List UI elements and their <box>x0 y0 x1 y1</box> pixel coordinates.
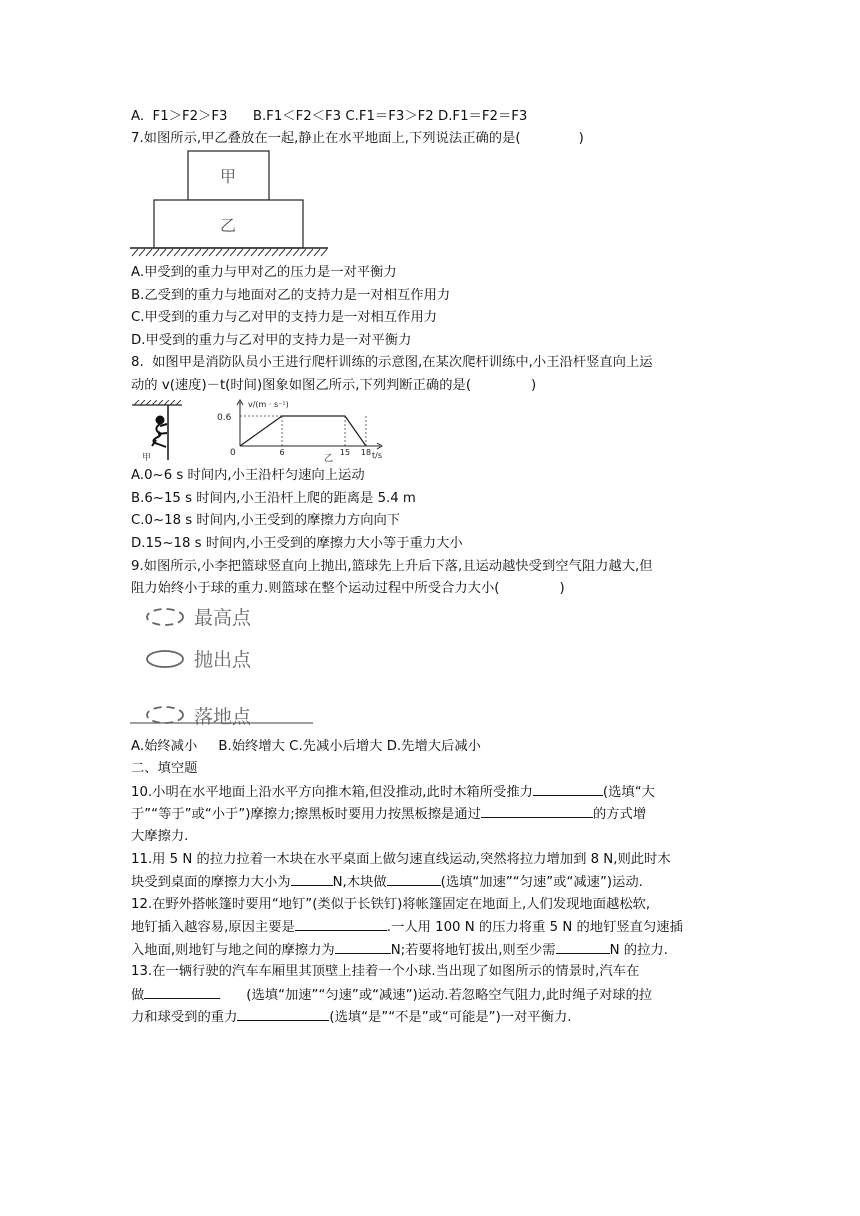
vt-xtick-label: 18 <box>360 448 372 457</box>
q7-stem-text: 7.如图所示,甲乙叠放在一起,静止在水平地面上,下列说法正确的是( <box>131 131 521 146</box>
q12-line2-text: 地钉插入越容易,原因主要是 <box>131 920 295 935</box>
q8-figure-right-caption: 乙 <box>324 454 334 462</box>
block-yi-label: 乙 <box>219 216 237 235</box>
q10-line1-text: 10.小明在水平地面上沿水平方向推木箱,但没推动,此时木箱所受推力 <box>131 785 533 800</box>
launch-point-ball <box>147 651 183 667</box>
q10-line1-tail: (选填“大 <box>602 785 655 800</box>
q10-line3: 大摩擦力. <box>131 829 189 844</box>
landing-point-ball <box>147 707 183 723</box>
q9-stem-line2 <box>131 578 565 600</box>
q13-blank-2[interactable] <box>237 1006 329 1021</box>
vt-xlabel: t/s <box>372 451 382 460</box>
q8-stem-line2-text: 动的 v(速度)－t(时间)图象如图乙所示,下列判断正确的是( <box>131 378 472 393</box>
highest-point-ball <box>147 609 183 625</box>
q11-blank-1[interactable] <box>291 871 333 886</box>
q11-line2 <box>131 871 643 894</box>
q7-stem <box>131 128 584 150</box>
q11-blank-2[interactable] <box>387 871 441 886</box>
q12-line2-tail: .一人用 100 N 的压力将重 5 N 的地钉竖直匀速插 <box>386 920 683 935</box>
q9-basketball-figure <box>128 602 328 732</box>
q8-figure-left-caption: 甲 <box>142 453 152 462</box>
q12-line3-mid: N;若要将地钉拔出,则至少需 <box>390 943 556 958</box>
q11-line2-text: 块受到桌面的摩擦力大小为 <box>131 875 291 890</box>
q13-line3-tail: (选填“是”“不是”或“可能是”)一对平衡力. <box>329 1010 572 1025</box>
q13-line2-tail: (选填“加速”“匀速”或“减速”)运动.若忽略空气阻力,此时绳子对球的拉 <box>246 988 653 1003</box>
q10-line2 <box>131 803 646 826</box>
climber-icon <box>152 417 167 448</box>
q12-line3-text: 入地面,则地钉与地之间的摩擦力为 <box>131 943 335 958</box>
q8-paren-close: ) <box>531 378 537 393</box>
q7-option-d: D.甲受到的重力与乙对甲的支持力是一对平衡力 <box>131 333 412 348</box>
q8-option-b: B.6~15 s 时间内,小王沿杆上爬的距离是 5.4 m <box>131 491 416 506</box>
q12-line3 <box>131 939 668 962</box>
q12-line3-tail: N 的拉力. <box>609 943 668 958</box>
q9-options: A.始终减小 B.始终增大 C.先减小后增大 D.先增大后减小 <box>131 739 481 754</box>
q8-option-c: C.0~18 s 时间内,小王受到的摩擦力方向向下 <box>131 513 401 528</box>
q9-paren-close: ) <box>559 581 565 596</box>
vt-xtick-label: 6 <box>279 448 285 457</box>
q8-stem-line1: 8. 如图甲是消防队员小王进行爬杆训练的示意图,在某次爬杆训练中,小王沿杆竖直向上运 <box>131 355 653 370</box>
q7-paren-close: ) <box>578 131 584 146</box>
q10-blank-2[interactable] <box>481 803 593 818</box>
section-title-fill-blank: 二、填空题 <box>131 761 198 776</box>
q13-line2-text: 做 <box>131 988 145 1003</box>
q8-option-d: D.15~18 s 时间内,小王受到的摩擦力大小等于重力大小 <box>131 536 463 551</box>
q11-line1: 11.用 5 N 的拉力拉着一木块在水平桌面上做匀速直线运动,突然将拉力增加到 8 N,则此时木 <box>131 852 671 867</box>
q9-stem-line2-text: 阻力始终小于球的重力.则篮球在整个运动过程中所受合力大小( <box>131 581 500 596</box>
highest-point-label: 最高点 <box>194 607 252 629</box>
ground-hatching <box>132 249 327 256</box>
q10-line2-text: 于”“等于”或“小于”)摩擦力;擦黑板时要用力按黑板擦是通过 <box>131 807 481 822</box>
q12-blank-2[interactable] <box>335 939 391 954</box>
q13-line1: 13.在一辆行驶的汽车车厢里其顶壁上挂着一个小球.当出现了如图所示的情景时,汽车在 <box>131 964 640 979</box>
q12-line1: 12.在野外搭帐篷时要用“地钉”(类似于长铁钉)将帐篷固定在地面上,人们发现地面越松软, <box>131 897 651 912</box>
q8-option-a: A.0~6 s 时间内,小王沿杆匀速向上运动 <box>131 468 365 483</box>
q11-line2-tail: (选填“加速”“匀速”或“减速”)运动. <box>440 875 643 890</box>
q13-line2 <box>131 984 652 1007</box>
vt-xtick-label: 15 <box>339 448 351 457</box>
q12-blank-1[interactable] <box>295 916 387 931</box>
q12-blank-3[interactable] <box>556 939 610 954</box>
q10-line1 <box>131 781 655 804</box>
q13-line3-text: 力和球受到的重力 <box>131 1010 238 1025</box>
vt-origin-label: 0 <box>230 448 236 458</box>
q8-climber-figure <box>130 400 190 462</box>
q6-options: A. F1＞F2＞F3 B.F1＜F2＜F3 C.F1＝F3＞F2 D.F1＝F2＝F3 <box>131 109 528 124</box>
q7-option-a: A.甲受到的重力与甲对乙的压力是一对平衡力 <box>131 265 397 280</box>
vt-ytick-label: 0.6 <box>217 413 232 423</box>
q12-line2 <box>131 916 683 939</box>
launch-point-label: 抛出点 <box>194 649 252 671</box>
q8-stem-line2 <box>131 375 536 397</box>
q11-line2-mid: N,木块做 <box>332 875 387 890</box>
q10-blank-1[interactable] <box>533 781 603 796</box>
block-jia-label: 甲 <box>219 167 237 186</box>
q13-line3 <box>131 1006 571 1029</box>
q8-vt-chart <box>212 398 394 462</box>
landing-point-label: 落地点 <box>194 706 252 728</box>
q9-stem-line1: 9.如图所示,小李把篮球竖直向上抛出,篮球先上升后下落,且运动越快受到空气阻力越大,但 <box>131 559 653 574</box>
vt-series-line <box>240 416 366 446</box>
q13-blank-1[interactable] <box>144 984 220 999</box>
q7-stacked-blocks-figure <box>128 150 332 258</box>
q7-option-b: B.乙受到的重力与地面对乙的支持力是一对相互作用力 <box>131 288 451 303</box>
q7-option-c: C.甲受到的重力与乙对甲的支持力是一对相互作用力 <box>131 310 438 325</box>
q10-line2-tail: 的方式增 <box>592 807 647 822</box>
vt-ylabel: v/(m · s⁻¹) <box>248 400 289 409</box>
